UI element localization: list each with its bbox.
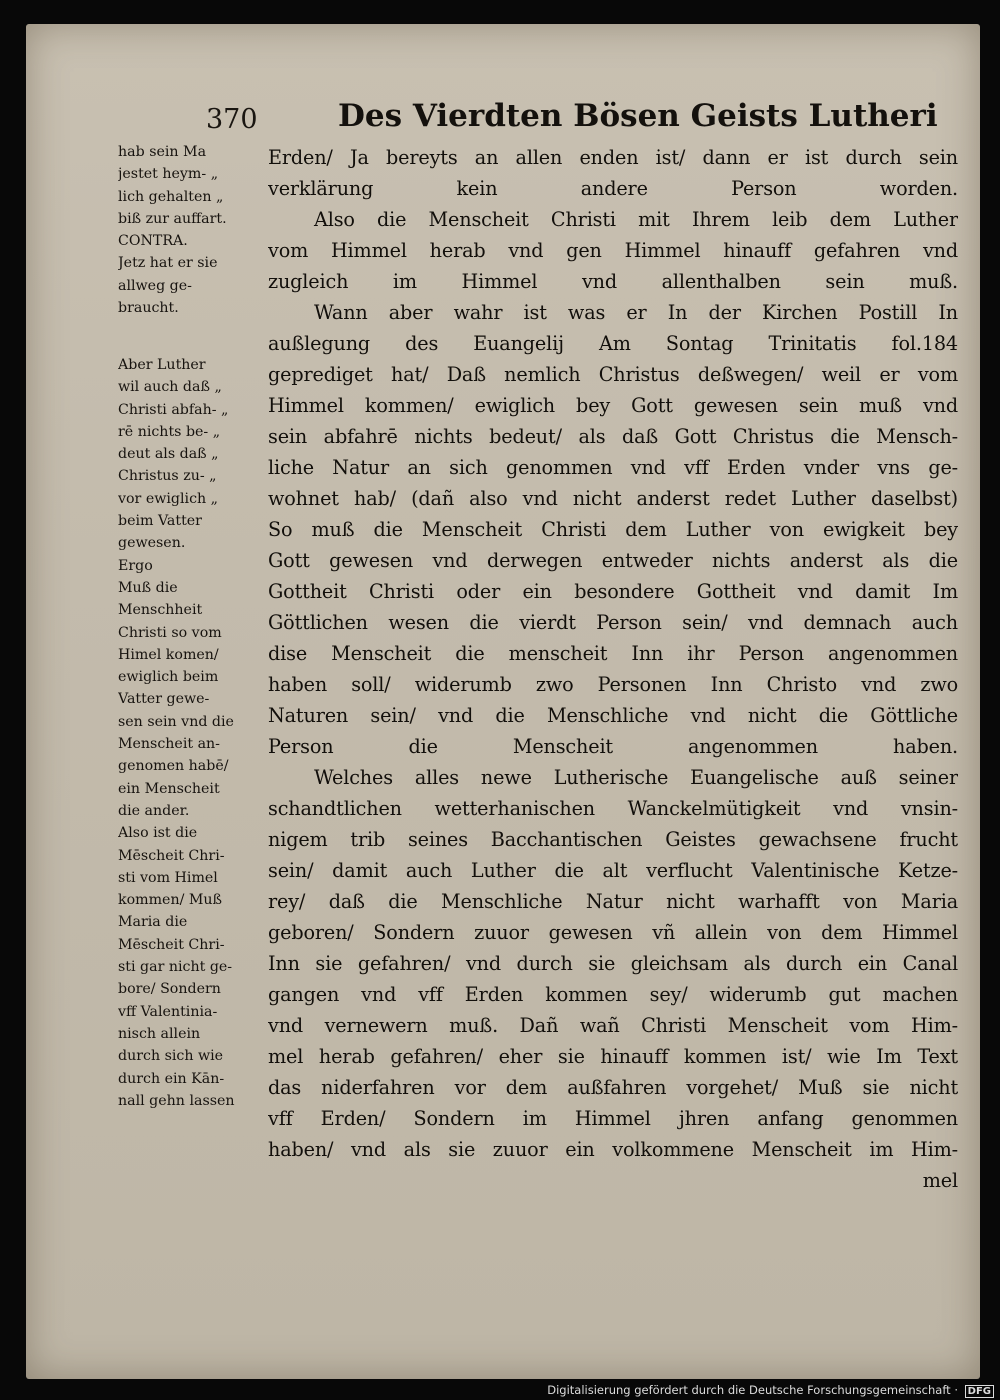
gloss-line: Muß die [118,579,178,596]
text-line: das niderfahren vor dem außfahren vorgehet/ Muß sie nicht [268,1076,958,1099]
text-line: So muß die Menscheit Christi dem Luther von ewigkeit bey [268,518,958,541]
gloss-line: Jetz hat er sie [118,255,218,272]
margin-gloss [118,354,266,1112]
text-line: mel [922,1169,958,1192]
digitization-credit [547,1383,994,1398]
gloss-line: Christus zu- „ [118,468,217,485]
text-line: Also die Menscheit Christi mit Ihrem leib dem Luther [314,208,958,231]
text-line: geboren/ Sondern zuuor gewesen vñ allein von dem Himmel [268,921,958,944]
text-line: Inn sie gefahren/ vnd durch sie gleichsam als durch ein Canal [268,952,958,975]
text-line: vom Himmel herab vnd gen Himmel hinauff gefahren vnd [268,239,958,262]
gloss-line: sti vom Himel [118,869,218,886]
text-line: Wann aber wahr ist was er In der Kirchen Postill In [314,301,958,324]
text-line: wohnet hab/ (dañ also vnd nicht anderst redet Luther daselbst) [268,487,958,510]
text-line: haben soll/ widerumb zwo Personen Inn Christo vnd zwo [268,673,958,696]
gloss-line: sti gar nicht ge- [118,959,233,976]
gloss-line: gewesen. [118,535,186,552]
gloss-line: Ergo [118,557,153,574]
running-head: Des Vierdten Bösen Geists Lutheri [338,98,938,134]
text-line: haben/ vnd als sie zuuor ein volkommene Menscheit im Him- [268,1138,958,1161]
margin-gloss [118,141,266,319]
gloss-line: wil auch daß „ [118,379,222,396]
gloss-line: nisch allein [118,1025,201,1042]
gloss-line: die ander. [118,802,190,819]
text-line: Himmel kommen/ ewiglich bey Gott gewesen sein muß vnd [268,394,958,417]
text-line: Göttlichen wesen die vierdt Person sein/ vnd demnach auch [268,611,958,634]
text-line: gangen vnd vff Erden kommen sey/ widerumb gut machen [268,983,958,1006]
text-line: schandtlichen wetterhanischen Wanckelmütigkeit vnd vnsin- [268,797,958,820]
gloss-line: bore/ Sondern [118,981,221,998]
gloss-line: lich gehalten „ [118,188,224,205]
text-line: nigem trib seines Bacchantischen Geistes gewachsene frucht [268,828,958,851]
gloss-line: hab sein Ma [118,144,207,160]
text-line: dise Menscheit die menscheit Inn ihr Person angenommen [268,642,958,665]
text-line: Welches alles newe Lutherische Euangelische auß seiner [314,766,958,789]
text-line: außlegung des Euangelij Am Sontag Trinitatis fol.184 [268,332,958,355]
text-line: verklärung kein andere Person worden. [268,177,958,200]
text-line: zugleich im Himmel vnd allenthalben sein muß. [268,270,958,293]
body-text [268,142,958,1196]
gloss-line: Menschheit [118,602,203,619]
gloss-line: durch sich wie [118,1048,224,1065]
gloss-line: Also ist die [118,825,198,842]
text-line: Naturen sein/ vnd die Menschliche vnd nicht die Göttliche [268,704,958,727]
gloss-line: nall gehn lassen [118,1092,235,1109]
text-line: vff Erden/ Sondern im Himmel jhren anfang genommen [268,1107,958,1130]
text-line: Erden/ Ja bereyts an allen enden ist/ dann er ist durch sein [268,146,958,169]
gloss-line: braucht. [118,300,179,317]
gloss-line: deut als daß „ [118,446,219,463]
gloss-line: Vatter gewe- [118,691,210,708]
text-line: rey/ daß die Menschliche Natur nicht warhafft von Maria [268,890,958,913]
gloss-line: vff Valentinia- [118,1003,218,1020]
gloss-line: rē nichts be- „ [118,423,221,440]
gloss-line: biß zur auffart. [118,210,227,227]
gloss-line: ewiglich beim [118,669,219,686]
gloss-line: Christi abfah- „ [118,401,229,418]
gloss-line: Mēscheit Chri- [118,936,225,953]
text-line: mel herab gefahren/ eher sie hinauff kommen ist/ wie Im Text [268,1045,958,1068]
gloss-line: Christi so vom [118,624,222,641]
gloss-line: Maria die [118,914,188,931]
dfg-logo: DFG [965,1385,994,1398]
text-line: liche Natur an sich genommen vnd vff Erden vnder vns ge- [268,456,958,479]
gloss-line: durch ein Kān- [118,1070,225,1087]
text-line: geprediget hat/ Daß nemlich Christus deßwegen/ weil er vom [268,363,958,386]
text-line: Person die Menscheit angenommen haben. [268,735,958,758]
text-line: Gott gewesen vnd derwegen entweder nichts anderst als die [268,549,958,572]
text-line: sein abfahrē nichts bedeut/ als daß Gott Christus die Mensch- [268,425,958,448]
gloss-line: sen sein vnd die [118,713,234,730]
gloss-line: Aber Luther [118,357,206,373]
gloss-line: Menscheit an- [118,736,220,753]
gloss-line: Mēscheit Chri- [118,847,225,864]
text-line: vnd vernewern muß. Dañ wañ Christi Menscheit vom Him- [268,1014,958,1037]
gloss-line: kommen/ Muß [118,892,223,909]
gloss-line: allweg ge- [118,277,192,294]
gloss-line: Himel komen/ [118,646,219,663]
text-line: Gottheit Christi oder ein besondere Gottheit vnd damit Im [268,580,958,603]
gloss-line: genomen habē/ [118,758,229,775]
gloss-line: CONTRA. [118,233,188,250]
gloss-line: beim Vatter [118,513,202,530]
page-number: 370 [206,104,258,135]
gloss-line: vor ewiglich „ [118,490,219,507]
credit-text: Digitalisierung gefördert durch die Deutsche Forschungsgemeinschaft · [547,1383,958,1397]
text-line: sein/ damit auch Luther die alt verflucht Valentinische Ketze- [268,859,958,882]
gloss-line: ein Menscheit [118,780,220,797]
gloss-line: jestet heym- „ [118,166,219,183]
